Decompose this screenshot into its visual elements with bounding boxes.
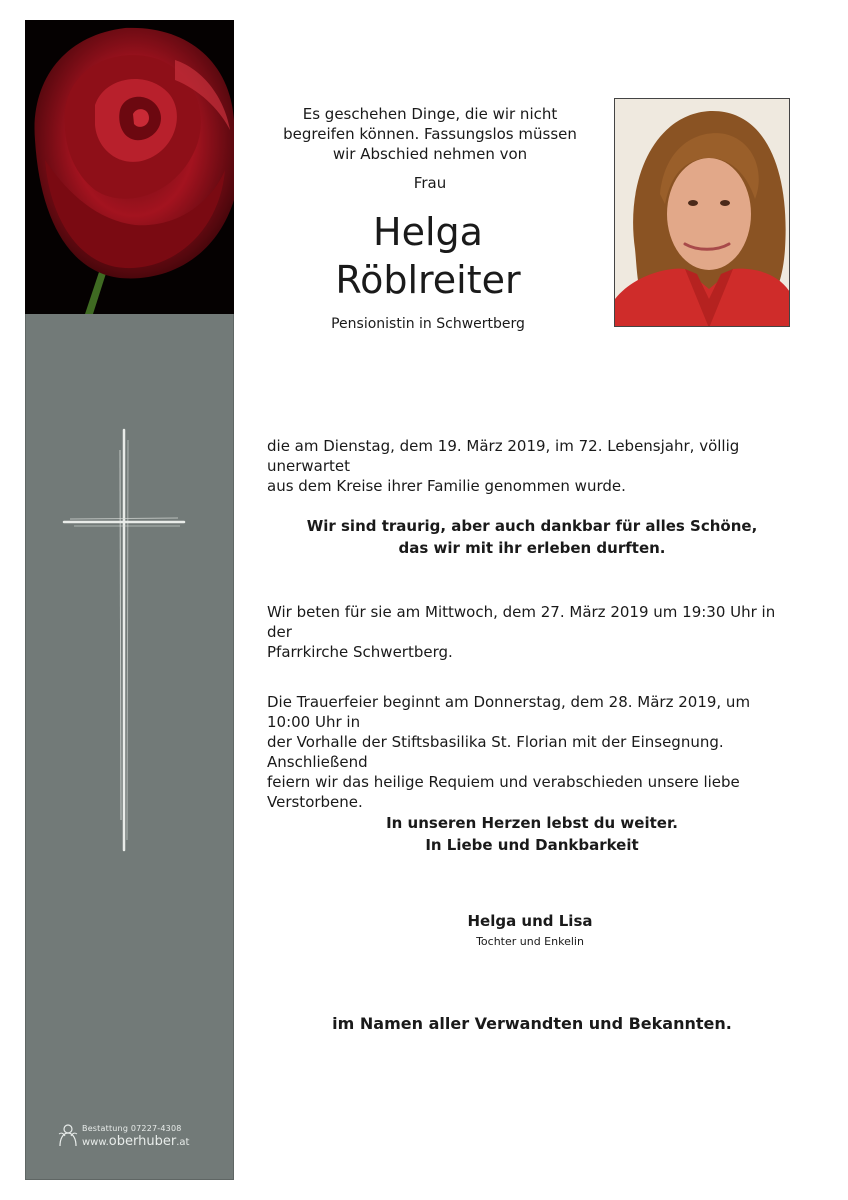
death-paragraph: die am Dienstag, dem 19. März 2019, im 72. Lebensjahr, völlig unerwartet aus dem Kreise ihrer Familie genommen wurde. bbox=[267, 437, 740, 495]
cross-icon bbox=[60, 420, 190, 860]
portrait-photo bbox=[614, 98, 790, 327]
signers: Helga und Lisa bbox=[467, 912, 593, 930]
prayer-paragraph: Wir beten für sie am Mittwoch, dem 27. März 2019 um 19:30 Uhr in der Pfarrkirche Schwertberg. bbox=[267, 603, 776, 661]
last-name: Röblreiter bbox=[335, 258, 521, 302]
footer-website[interactable]: www.oberhuber.at bbox=[82, 1134, 190, 1149]
funeral-home-logo bbox=[57, 1122, 217, 1152]
quote: Wir sind traurig, aber auch dankbar für alles Schöne, das wir mit ihr erleben durften. bbox=[306, 517, 758, 557]
occupation: Pensionistin in Schwertberg bbox=[331, 316, 525, 332]
angel-logo-icon bbox=[57, 1122, 79, 1148]
deceased-name bbox=[300, 208, 556, 304]
rose-image bbox=[25, 20, 234, 314]
closing-lines: In unseren Herzen lebst du weiter. In Liebe und Dankbarkeit bbox=[386, 814, 678, 854]
intro-text: Es geschehen Dinge, die wir nicht begreifen können. Fassungslos müssen wir Abschied nehmen von bbox=[283, 105, 577, 163]
salutation: Frau bbox=[413, 174, 447, 192]
final-line: im Namen aller Verwandten und Bekannten. bbox=[332, 1014, 732, 1033]
funeral-paragraph: Die Trauerfeier beginnt am Donnerstag, dem 28. März 2019, um 10:00 Uhr in der Vorhalle der Stiftsbasilika St. Florian mit der Einsegnung. Anschließend feiern wir das heilige Requiem und verabschieden unsere liebe Verstorbene. bbox=[267, 693, 751, 811]
first-name: Helga bbox=[373, 210, 483, 254]
footer-phone-line: Bestattung 07227-4308 bbox=[82, 1124, 182, 1133]
signers-relation: Tochter und Enkelin bbox=[476, 935, 584, 948]
